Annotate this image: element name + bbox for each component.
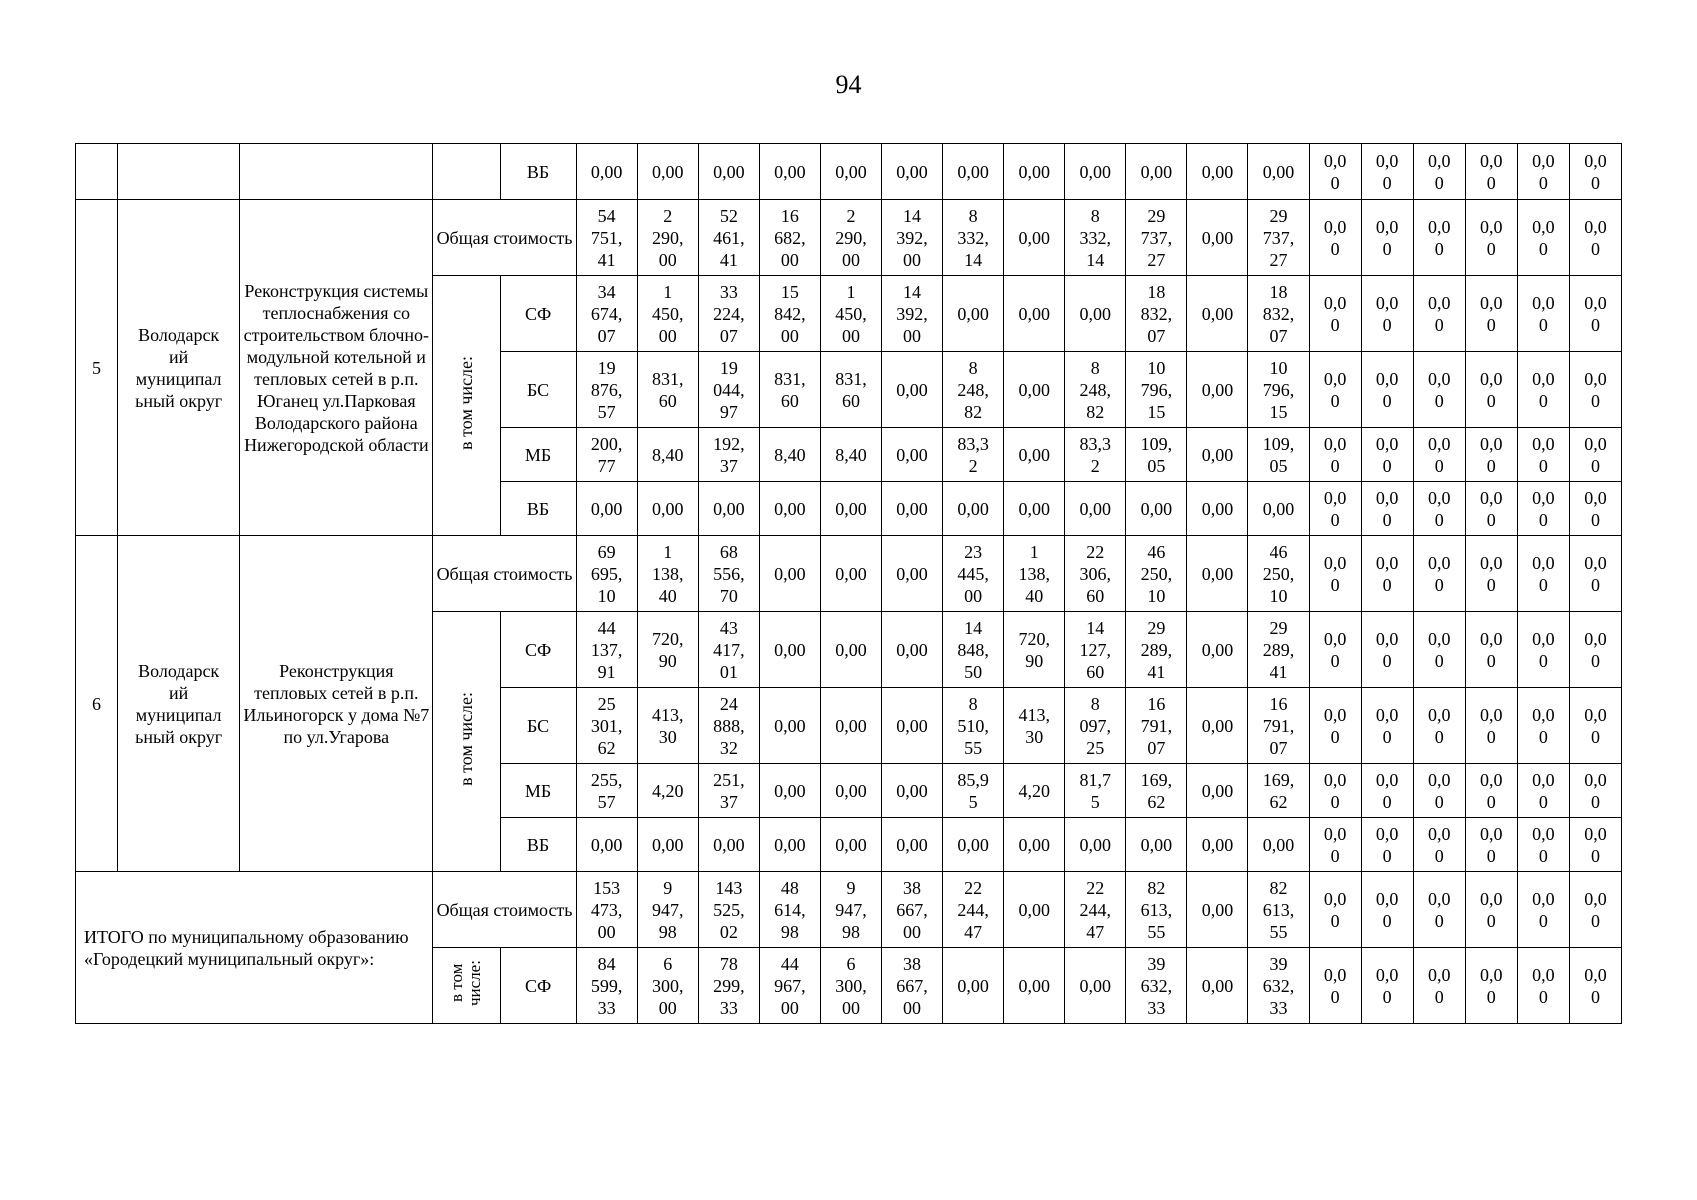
value-cell: 0,00 [759, 536, 820, 612]
value-cell: 39 632, 33 [1248, 948, 1309, 1024]
value-cell: 0,00 [882, 536, 943, 612]
table-row [76, 872, 1622, 948]
value-cell: 8,40 [820, 428, 881, 482]
value-cell: 0,0 0 [1569, 612, 1621, 688]
value-cell: 0,0 0 [1517, 688, 1569, 764]
value-cell: 0,00 [1065, 948, 1126, 1024]
value-cell: 0,0 0 [1569, 688, 1621, 764]
value-cell: 16 682, 00 [759, 200, 820, 276]
value-cell: 0,00 [576, 144, 637, 200]
value-cell: 0,0 0 [1361, 276, 1413, 352]
value-cell: 0,0 0 [1465, 612, 1517, 688]
value-cell: 0,00 [820, 482, 881, 536]
value-cell: 0,00 [943, 144, 1004, 200]
investment-table [75, 143, 1622, 1024]
value-cell: 0,00 [1187, 612, 1248, 688]
value-cell: 0,00 [1126, 144, 1187, 200]
value-cell: 0,00 [882, 482, 943, 536]
value-cell: 0,0 0 [1361, 818, 1413, 872]
value-cell: 0,0 0 [1361, 536, 1413, 612]
value-cell: 0,0 0 [1361, 764, 1413, 818]
value-cell: 169, 62 [1126, 764, 1187, 818]
value-cell: 0,0 0 [1465, 688, 1517, 764]
including-cell [433, 612, 500, 872]
value-cell: 9 947, 98 [637, 872, 698, 948]
value-cell: 0,00 [1248, 144, 1309, 200]
value-cell: 33 224, 07 [698, 276, 759, 352]
value-cell: 200, 77 [576, 428, 637, 482]
value-cell: 46 250, 10 [1126, 536, 1187, 612]
value-cell: 0,00 [1004, 276, 1065, 352]
value-cell: 0,00 [1004, 428, 1065, 482]
project-title: Реконструкция системы теплоснабжения со строительством блочно-модульной котельной и тепловых сетей в р.п. Юганец ул.Парковая Володарского района Нижегородской области [240, 200, 433, 536]
value-cell: 0,00 [820, 688, 881, 764]
value-cell: 2 290, 00 [820, 200, 881, 276]
district-cell [118, 144, 240, 200]
value-cell: 14 392, 00 [882, 200, 943, 276]
value-cell: 38 667, 00 [882, 948, 943, 1024]
value-cell: 2 290, 00 [637, 200, 698, 276]
value-cell: 0,0 0 [1413, 352, 1465, 428]
value-cell: 0,0 0 [1413, 764, 1465, 818]
value-cell: 29 289, 41 [1126, 612, 1187, 688]
value-cell: 0,0 0 [1309, 872, 1361, 948]
value-cell: 831, 60 [637, 352, 698, 428]
value-cell: 0,0 0 [1465, 482, 1517, 536]
value-cell: 720, 90 [1004, 612, 1065, 688]
project-title: Реконструкция тепловых сетей в р.п. Ильиногорск у дома №7 по ул.Угарова [240, 536, 433, 872]
value-cell: 69 695, 10 [576, 536, 637, 612]
value-cell: 0,00 [820, 818, 881, 872]
source-cell: СФ [500, 612, 576, 688]
value-cell: 0,0 0 [1569, 764, 1621, 818]
value-cell: 8 332, 14 [1065, 200, 1126, 276]
num-cell [76, 144, 118, 200]
value-cell: 0,00 [1004, 872, 1065, 948]
value-cell: 169, 62 [1248, 764, 1309, 818]
value-cell: 0,00 [882, 688, 943, 764]
value-cell: 0,00 [1187, 200, 1248, 276]
value-cell: 0,00 [759, 688, 820, 764]
value-cell: 0,00 [576, 482, 637, 536]
value-cell: 0,00 [1187, 276, 1248, 352]
value-cell: 0,0 0 [1413, 144, 1465, 200]
value-cell: 0,0 0 [1361, 352, 1413, 428]
value-cell: 0,00 [1187, 872, 1248, 948]
including-cell [433, 276, 500, 536]
value-cell: 0,00 [1187, 764, 1248, 818]
value-cell: 0,0 0 [1465, 428, 1517, 482]
value-cell: 10 796, 15 [1248, 352, 1309, 428]
value-cell: 0,0 0 [1309, 764, 1361, 818]
value-cell: 4,20 [1004, 764, 1065, 818]
value-cell: 0,0 0 [1465, 818, 1517, 872]
value-cell: 0,0 0 [1309, 276, 1361, 352]
value-cell: 0,00 [882, 352, 943, 428]
source-cell: БС [500, 688, 576, 764]
value-cell: 0,00 [1187, 144, 1248, 200]
value-cell: 0,0 0 [1465, 352, 1517, 428]
value-cell: 54 751, 41 [576, 200, 637, 276]
value-cell: 0,0 0 [1309, 536, 1361, 612]
value-cell: 0,0 0 [1413, 428, 1465, 482]
value-cell: 0,0 0 [1569, 872, 1621, 948]
value-cell: 0,00 [1126, 818, 1187, 872]
value-cell: 0,0 0 [1517, 818, 1569, 872]
total-cost-label: Общая стоимость [433, 200, 576, 276]
value-cell: 0,0 0 [1465, 536, 1517, 612]
value-cell: 0,00 [882, 612, 943, 688]
value-cell: 0,0 0 [1517, 144, 1569, 200]
value-cell: 0,00 [820, 612, 881, 688]
value-cell: 0,00 [1065, 818, 1126, 872]
value-cell: 0,00 [1187, 536, 1248, 612]
value-cell: 0,0 0 [1413, 276, 1465, 352]
value-cell: 82 613, 55 [1126, 872, 1187, 948]
value-cell: 0,00 [637, 818, 698, 872]
value-cell: 0,0 0 [1517, 764, 1569, 818]
value-cell: 0,0 0 [1361, 612, 1413, 688]
value-cell: 0,00 [759, 612, 820, 688]
value-cell: 0,0 0 [1309, 948, 1361, 1024]
summary-label: ИТОГО по муниципальному образованию «Городецкий муниципальный округ»: [76, 872, 433, 1024]
project-number: 5 [76, 200, 118, 536]
value-cell: 24 888, 32 [698, 688, 759, 764]
page-number: 94 [835, 70, 862, 99]
value-cell: 34 674, 07 [576, 276, 637, 352]
value-cell: 0,00 [637, 482, 698, 536]
value-cell: 23 445, 00 [943, 536, 1004, 612]
value-cell: 52 461, 41 [698, 200, 759, 276]
value-cell: 29 737, 27 [1126, 200, 1187, 276]
value-cell: 22 244, 47 [943, 872, 1004, 948]
value-cell: 0,00 [637, 144, 698, 200]
value-cell: 109, 05 [1248, 428, 1309, 482]
value-cell: 0,00 [1187, 428, 1248, 482]
value-cell: 0,00 [698, 144, 759, 200]
value-cell: 0,00 [1004, 482, 1065, 536]
value-cell: 8,40 [637, 428, 698, 482]
value-cell: 0,00 [1187, 482, 1248, 536]
value-cell: 0,0 0 [1465, 200, 1517, 276]
value-cell: 0,00 [882, 818, 943, 872]
value-cell: 0,0 0 [1517, 948, 1569, 1024]
value-cell: 0,0 0 [1361, 144, 1413, 200]
value-cell: 251, 37 [698, 764, 759, 818]
source-cell: СФ [500, 948, 576, 1024]
value-cell: 0,0 0 [1465, 144, 1517, 200]
value-cell: 68 556, 70 [698, 536, 759, 612]
value-cell: 22 306, 60 [1065, 536, 1126, 612]
value-cell: 8 510, 55 [943, 688, 1004, 764]
district-name: Володарск ий муниципал ьный округ [118, 200, 240, 536]
value-cell: 0,0 0 [1309, 482, 1361, 536]
value-cell: 0,00 [820, 764, 881, 818]
value-cell: 19 044, 97 [698, 352, 759, 428]
value-cell: 0,0 0 [1465, 948, 1517, 1024]
source-cell: МБ [500, 764, 576, 818]
value-cell: 83,3 2 [1065, 428, 1126, 482]
value-cell: 0,00 [943, 276, 1004, 352]
total-cost-label: Общая стоимость [433, 872, 576, 948]
value-cell: 0,0 0 [1413, 872, 1465, 948]
project-number: 6 [76, 536, 118, 872]
value-cell: 0,0 0 [1517, 200, 1569, 276]
value-cell: 0,00 [943, 948, 1004, 1024]
value-cell: 0,00 [1187, 818, 1248, 872]
value-cell: 44 967, 00 [759, 948, 820, 1024]
value-cell: 192, 37 [698, 428, 759, 482]
value-cell: 18 832, 07 [1248, 276, 1309, 352]
source-cell: БС [500, 352, 576, 428]
value-cell: 0,0 0 [1309, 352, 1361, 428]
title-cell [240, 144, 433, 200]
value-cell: 0,0 0 [1569, 948, 1621, 1024]
value-cell: 0,00 [698, 818, 759, 872]
value-cell: 0,00 [1065, 144, 1126, 200]
value-cell: 0,0 0 [1309, 200, 1361, 276]
source-cell: СФ [500, 276, 576, 352]
value-cell: 0,0 0 [1569, 276, 1621, 352]
value-cell: 38 667, 00 [882, 872, 943, 948]
including-label: в том числе: [456, 692, 477, 786]
value-cell: 0,00 [1187, 688, 1248, 764]
table-row [76, 144, 1622, 200]
value-cell: 0,0 0 [1517, 352, 1569, 428]
value-cell: 0,0 0 [1465, 764, 1517, 818]
value-cell: 0,0 0 [1309, 144, 1361, 200]
value-cell: 0,0 0 [1361, 948, 1413, 1024]
value-cell: 14 848, 50 [943, 612, 1004, 688]
value-cell: 0,00 [820, 144, 881, 200]
value-cell: 153 473, 00 [576, 872, 637, 948]
value-cell: 0,0 0 [1361, 200, 1413, 276]
value-cell: 29 737, 27 [1248, 200, 1309, 276]
value-cell: 8 332, 14 [943, 200, 1004, 276]
value-cell: 6 300, 00 [637, 948, 698, 1024]
value-cell: 39 632, 33 [1126, 948, 1187, 1024]
value-cell: 0,00 [759, 482, 820, 536]
value-cell: 25 301, 62 [576, 688, 637, 764]
value-cell: 19 876, 57 [576, 352, 637, 428]
value-cell: 0,00 [1004, 948, 1065, 1024]
value-cell: 0,00 [1004, 200, 1065, 276]
value-cell: 0,00 [1065, 276, 1126, 352]
value-cell: 85,9 5 [943, 764, 1004, 818]
value-cell: 0,0 0 [1517, 428, 1569, 482]
value-cell: 0,0 0 [1569, 536, 1621, 612]
value-cell: 22 244, 47 [1065, 872, 1126, 948]
value-cell: 0,0 0 [1309, 818, 1361, 872]
value-cell: 48 614, 98 [759, 872, 820, 948]
value-cell: 0,00 [882, 764, 943, 818]
value-cell: 0,00 [882, 144, 943, 200]
value-cell: 82 613, 55 [1248, 872, 1309, 948]
value-cell: 831, 60 [820, 352, 881, 428]
table-row [76, 200, 1622, 276]
district-name: Володарск ий муниципал ьный округ [118, 536, 240, 872]
value-cell: 720, 90 [637, 612, 698, 688]
value-cell: 0,0 0 [1569, 352, 1621, 428]
value-cell: 0,00 [1187, 948, 1248, 1024]
value-cell: 44 137, 91 [576, 612, 637, 688]
value-cell: 0,0 0 [1309, 612, 1361, 688]
value-cell: 0,00 [943, 482, 1004, 536]
value-cell: 0,0 0 [1517, 612, 1569, 688]
value-cell: 0,00 [1004, 818, 1065, 872]
value-cell: 8 248, 82 [1065, 352, 1126, 428]
value-cell: 0,00 [698, 482, 759, 536]
including-cell [433, 948, 500, 1024]
value-cell: 16 791, 07 [1248, 688, 1309, 764]
value-cell: 0,0 0 [1517, 872, 1569, 948]
table-row [76, 536, 1622, 612]
value-cell: 0,0 0 [1361, 428, 1413, 482]
value-cell: 0,0 0 [1361, 688, 1413, 764]
including-label: в том числе: [447, 960, 485, 1006]
value-cell: 0,0 0 [1569, 482, 1621, 536]
value-cell: 15 842, 00 [759, 276, 820, 352]
value-cell: 9 947, 98 [820, 872, 881, 948]
value-cell: 0,0 0 [1517, 276, 1569, 352]
value-cell: 81,7 5 [1065, 764, 1126, 818]
value-cell: 413, 30 [1004, 688, 1065, 764]
value-cell: 0,0 0 [1309, 428, 1361, 482]
value-cell: 0,0 0 [1413, 612, 1465, 688]
value-cell: 14 392, 00 [882, 276, 943, 352]
value-cell: 0,0 0 [1413, 536, 1465, 612]
value-cell: 1 138, 40 [637, 536, 698, 612]
spacer-cell [433, 144, 500, 200]
value-cell: 413, 30 [637, 688, 698, 764]
value-cell: 143 525, 02 [698, 872, 759, 948]
value-cell: 0,00 [759, 764, 820, 818]
value-cell: 8,40 [759, 428, 820, 482]
value-cell: 0,00 [759, 144, 820, 200]
value-cell: 0,00 [1187, 352, 1248, 428]
source-cell: МБ [500, 428, 576, 482]
value-cell: 0,0 0 [1569, 144, 1621, 200]
source-cell: ВБ [500, 144, 576, 200]
value-cell: 0,0 0 [1465, 276, 1517, 352]
value-cell: 6 300, 00 [820, 948, 881, 1024]
value-cell: 0,00 [1065, 482, 1126, 536]
value-cell: 14 127, 60 [1065, 612, 1126, 688]
value-cell: 8 248, 82 [943, 352, 1004, 428]
value-cell: 0,0 0 [1361, 872, 1413, 948]
value-cell: 109, 05 [1126, 428, 1187, 482]
value-cell: 0,0 0 [1413, 482, 1465, 536]
including-label: в том числе: [456, 356, 477, 450]
source-cell: ВБ [500, 818, 576, 872]
value-cell: 831, 60 [759, 352, 820, 428]
value-cell: 0,00 [1126, 482, 1187, 536]
value-cell: 83,3 2 [943, 428, 1004, 482]
value-cell: 1 450, 00 [820, 276, 881, 352]
value-cell: 18 832, 07 [1126, 276, 1187, 352]
value-cell: 0,0 0 [1569, 818, 1621, 872]
value-cell: 0,0 0 [1413, 818, 1465, 872]
value-cell: 0,0 0 [1413, 200, 1465, 276]
value-cell: 0,0 0 [1413, 688, 1465, 764]
value-cell: 10 796, 15 [1126, 352, 1187, 428]
value-cell: 46 250, 10 [1248, 536, 1309, 612]
value-cell: 0,00 [820, 536, 881, 612]
value-cell: 0,00 [1248, 818, 1309, 872]
value-cell: 84 599, 33 [576, 948, 637, 1024]
value-cell: 0,0 0 [1569, 428, 1621, 482]
value-cell: 0,0 0 [1361, 482, 1413, 536]
value-cell: 43 417, 01 [698, 612, 759, 688]
value-cell: 0,00 [943, 818, 1004, 872]
value-cell: 255, 57 [576, 764, 637, 818]
value-cell: 1 450, 00 [637, 276, 698, 352]
value-cell: 16 791, 07 [1126, 688, 1187, 764]
value-cell: 0,00 [1004, 144, 1065, 200]
value-cell: 0,00 [576, 818, 637, 872]
total-cost-label: Общая стоимость [433, 536, 576, 612]
value-cell: 0,00 [882, 428, 943, 482]
value-cell: 0,00 [1248, 482, 1309, 536]
value-cell: 0,0 0 [1413, 948, 1465, 1024]
value-cell: 78 299, 33 [698, 948, 759, 1024]
value-cell: 8 097, 25 [1065, 688, 1126, 764]
value-cell: 1 138, 40 [1004, 536, 1065, 612]
source-cell: ВБ [500, 482, 576, 536]
value-cell: 4,20 [637, 764, 698, 818]
value-cell: 0,0 0 [1309, 688, 1361, 764]
value-cell: 0,0 0 [1465, 872, 1517, 948]
value-cell: 0,0 0 [1517, 536, 1569, 612]
value-cell: 0,00 [1004, 352, 1065, 428]
value-cell: 0,0 0 [1569, 200, 1621, 276]
value-cell: 0,0 0 [1517, 482, 1569, 536]
value-cell: 29 289, 41 [1248, 612, 1309, 688]
value-cell: 0,00 [759, 818, 820, 872]
